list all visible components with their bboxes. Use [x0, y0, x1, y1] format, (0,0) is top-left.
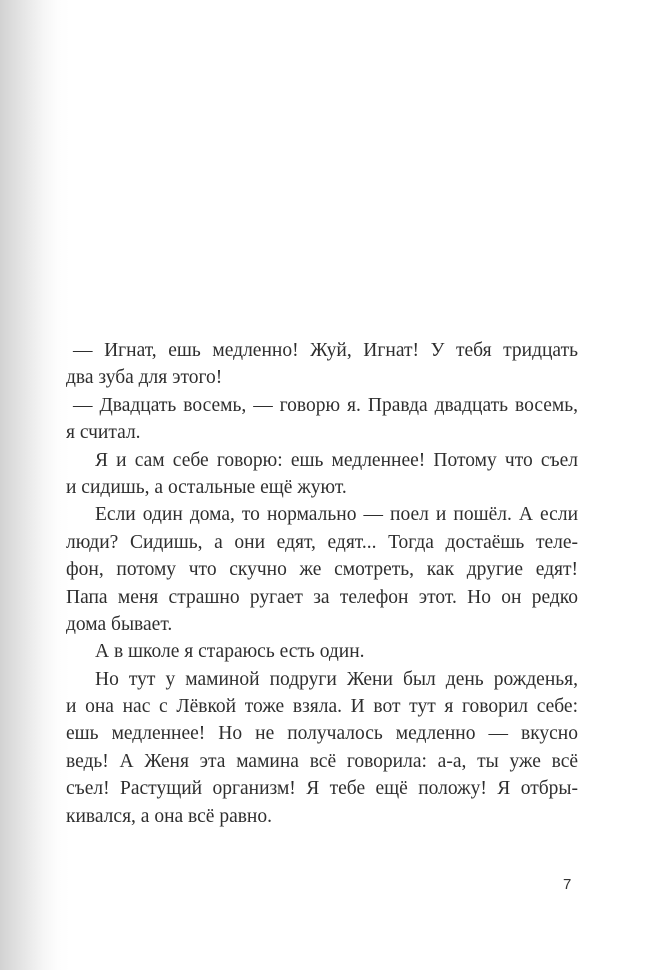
text-line: Папа меня страшно ругает за телефон этот. Но он редко — [66, 586, 578, 608]
text-line: и сидишь, а остальные ещё жуют. — [66, 476, 347, 498]
text-line: съел! Растущий организм! Я тебе ещё положу! Я отбры- — [66, 778, 578, 800]
text-line: люди? Сидишь, а они едят, едят... Тогда достаёшь теле- — [66, 531, 578, 553]
text-line: Если один дома, то нормально — поел и пошёл. А если — [95, 504, 578, 526]
text-line: я считал. — [66, 422, 141, 444]
text-line: — Игнат, ешь медленно! Жуй, Игнат! У тебя тридцать — [73, 340, 578, 361]
text-line: дома бывает. — [66, 613, 173, 635]
text-line: Я и сам себе говорю: ешь медленнее! Потому что съел — [95, 449, 578, 471]
text-line: Но тут у маминой подруги Жени был день рожденья, — [95, 668, 578, 690]
text-line: — Двадцать восемь, — говорю я. Правда двадцать восемь, — [73, 394, 578, 416]
text-line: фон, потому что скучно же смотреть, как другие едят! — [66, 559, 578, 581]
text-line: кивался, а она всё равно. — [66, 805, 272, 827]
story-text — [66, 337, 578, 830]
text-line: А в школе я стараюсь есть один. — [95, 641, 365, 663]
text-line: ведь! А Женя эта мамина всё говорила: а-а, ты уже всё — [66, 750, 578, 772]
page-number: 7 — [563, 876, 572, 893]
text-line: ешь медленнее! Но не получалось медленно — вкусно — [66, 723, 578, 745]
text-line: два зуба для этого! — [66, 367, 223, 389]
text-line: и она нас с Лёвкой тоже взяла. И вот тут я говорил себе: — [66, 696, 578, 718]
